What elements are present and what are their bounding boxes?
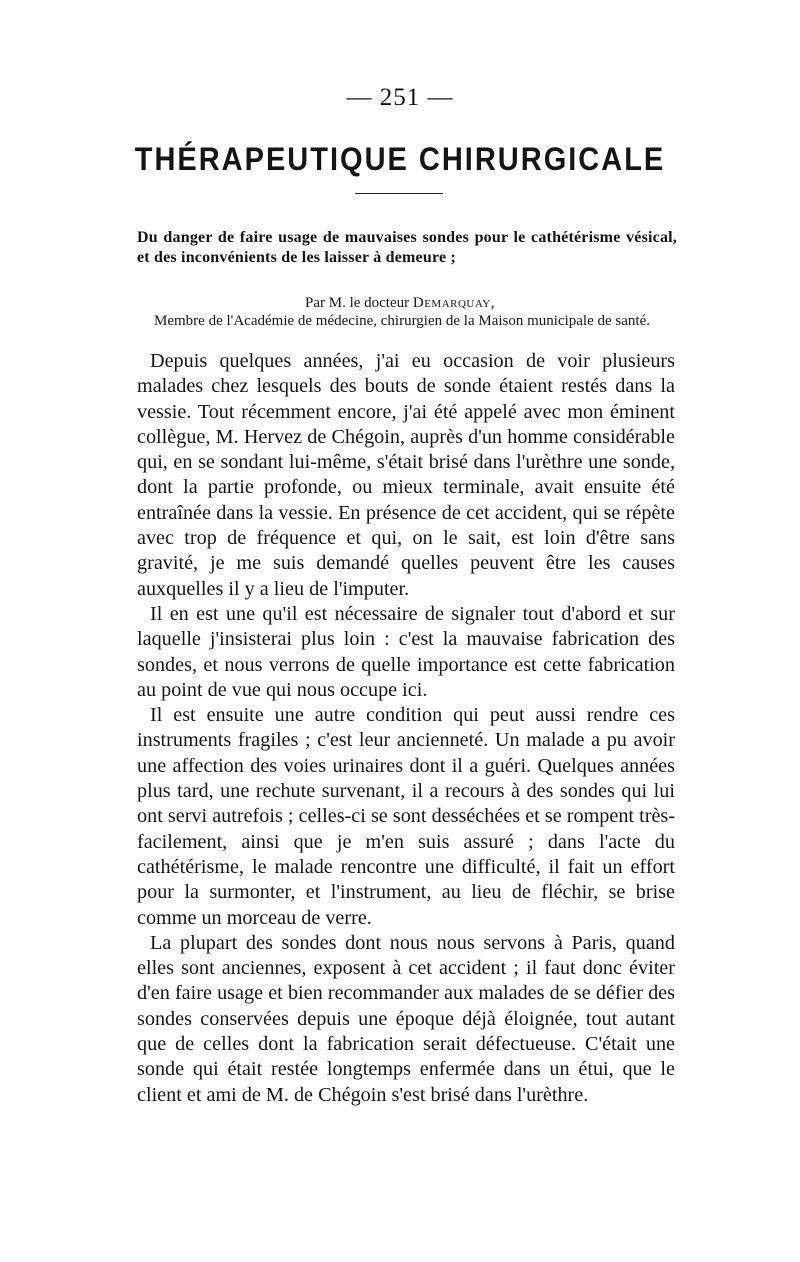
author-name: Demarquay, bbox=[412, 295, 496, 311]
paragraph-4: La plupart des sondes dont nous nous servons à Paris, quand elles sont anciennes, exposent à cet accident ; il faut donc éviter d'en faire usage et bien recommander aux malades de se défier des sondes conservées depuis une époque déjà éloignée, tout autant que de celles dont la fabrication serait défectueuse. C'était une sonde qui était restée longtemps enfermée dans un étui, que le client et ami de M. de Chégoin s'est brisé dans l'urèthre. bbox=[137, 931, 675, 1106]
paragraph-1: Depuis quelques années, j'ai eu occasion de voir plusieurs malades chez lesquels des bouts de sonde étaient restés dans la vessie. Tout récemment encore, j'ai été appelé avec mon éminent collègue, M. Hervez de Chégoin, auprès d'un homme considérable qui, en se sondant lui-même, s'était brisé dans l'urèthre une sonde, dont la partie profonde, ou mieux terminale, avait ensuite été entraînée dans la vessie. En présence de cet accident, qui se répète avec trop de fréquence et qui, on le sait, est loin d'être sans gravité, je me suis demandé quelles peuvent être les causes auxquelles il y a lieu de l'imputer. bbox=[137, 350, 675, 600]
article-title: Du danger de faire usage de mauvaises sondes pour le cathétérisme vésical, et des inconvénients de les laisser à demeure ; bbox=[137, 229, 677, 266]
title-divider bbox=[355, 193, 443, 194]
author-prefix: Par M. le docteur bbox=[304, 295, 410, 311]
page-number: — 251 — bbox=[346, 84, 454, 111]
paragraph-3: Il est ensuite une autre condition qui peut aussi rendre ces instruments fragiles ; c'est leur ancienneté. Un malade a pu avoir une affection des voies urinaires dont il a guéri. Quelques années plus tard, une rechute survenant, il a recours à des sondes qui lui ont servi autrefois ; celles-ci se sont desséchées et se rompent très-facilement, ainsi que je m'en suis assuré ; dans l'acte du cathétérisme, le malade rencontre une difficulté, il fait un effort pour la surmonter, et l'instrument, au lieu de fléchir, se brise comme un morceau de verre. bbox=[137, 704, 675, 929]
paragraph-2: Il en est une qu'il est nécessaire de signaler tout d'abord et sur laquelle j'insisterai plus loin : c'est la mauvaise fabrication des sondes, et nous verrons de quelle importance est cette fabrication au point de vue qui nous occupe ici. bbox=[137, 602, 675, 701]
author-affiliation: Membre de l'Académie de médecine, chirurgien de la Maison municipale de santé. bbox=[154, 313, 650, 329]
article-body bbox=[137, 349, 675, 1108]
section-title: THÉRAPEUTIQUE CHIRURGICALE bbox=[134, 142, 666, 178]
author-line bbox=[0, 295, 800, 312]
